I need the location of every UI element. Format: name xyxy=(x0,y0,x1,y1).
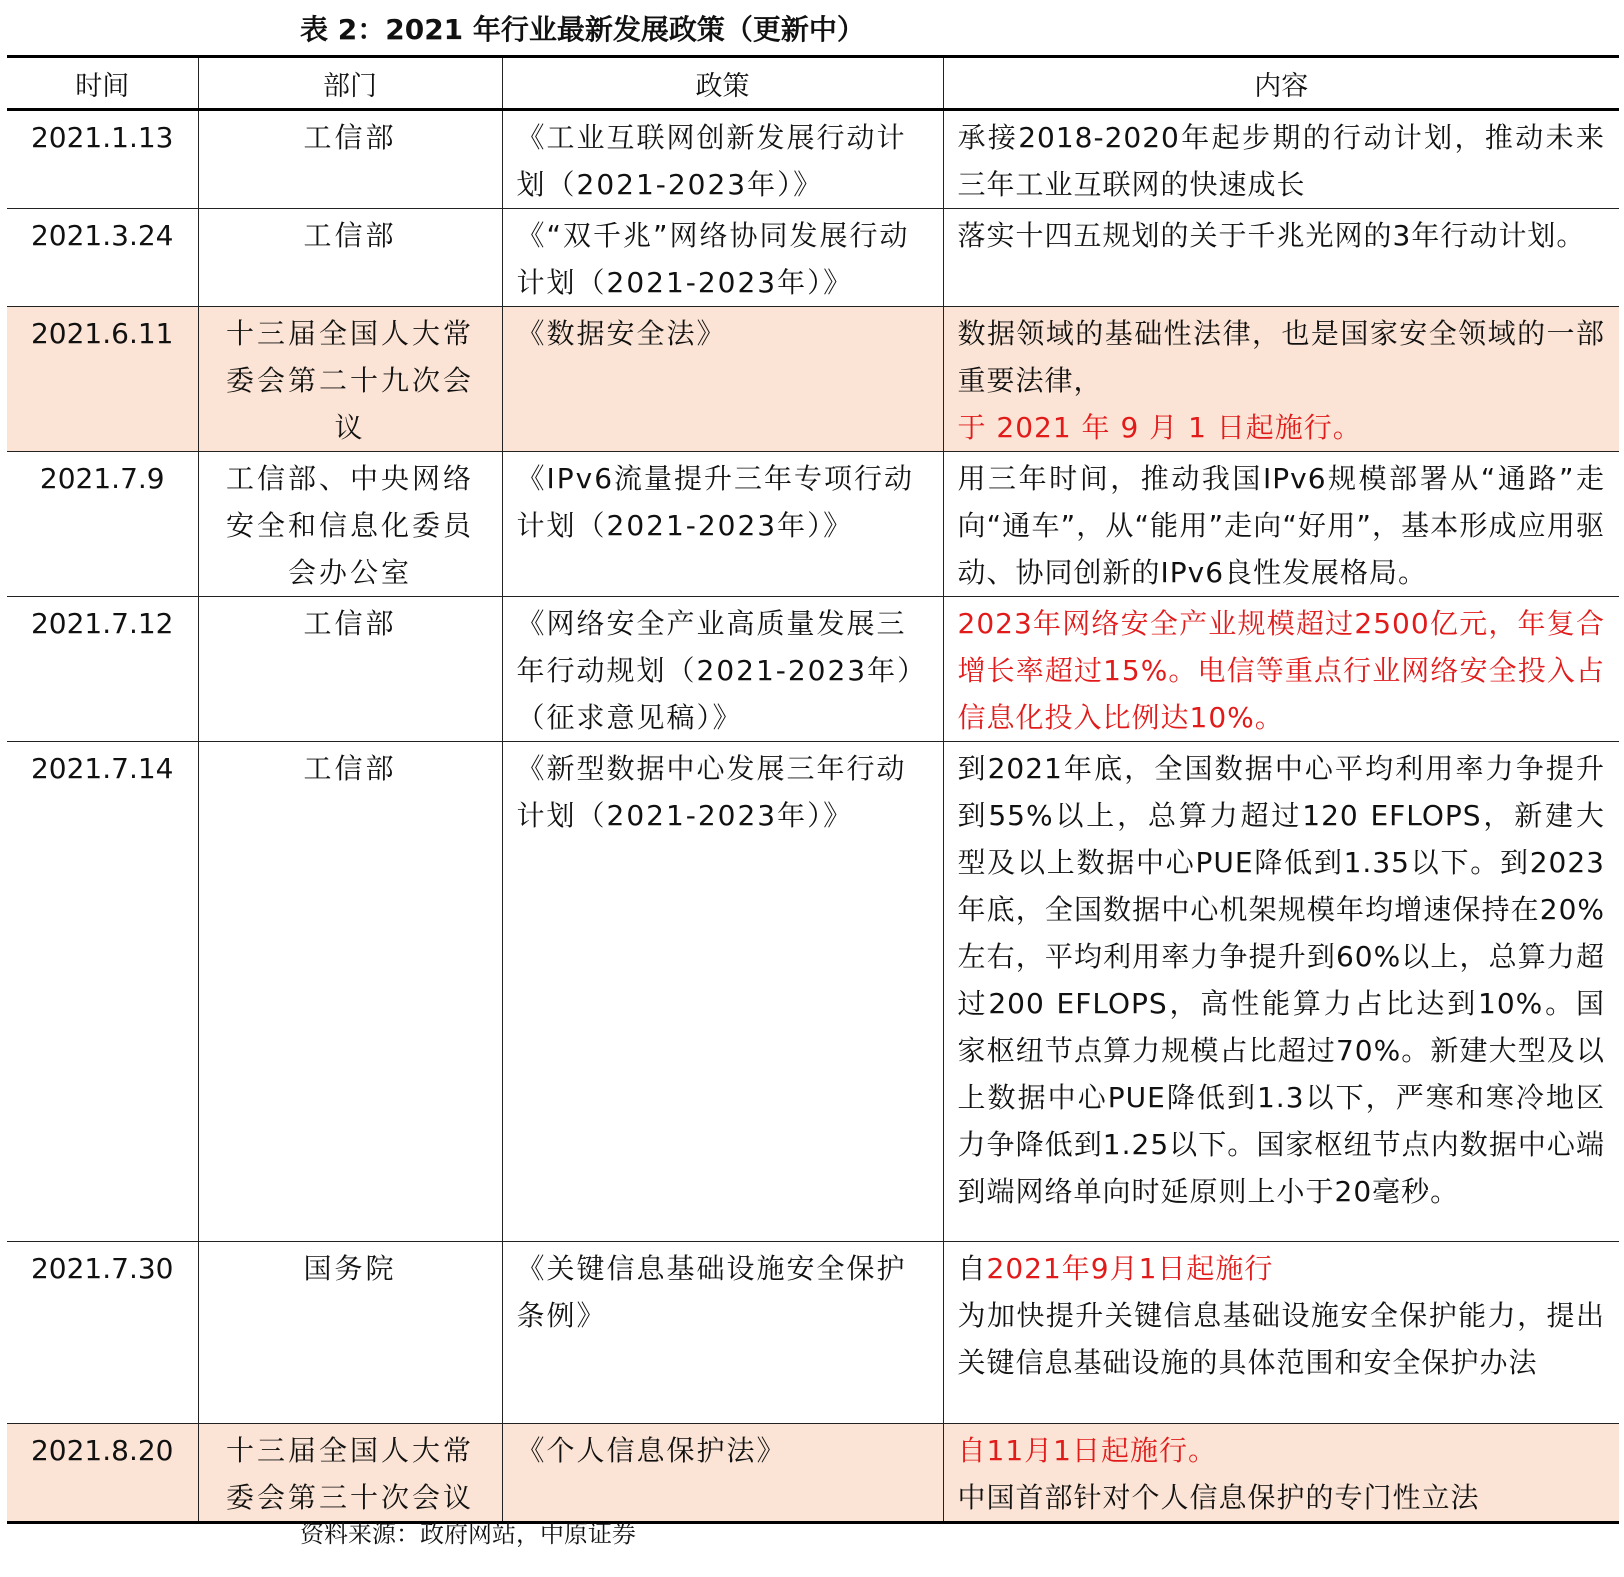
date-cell: 2021.7.12 xyxy=(7,597,198,742)
table-row-highlighted xyxy=(7,1424,1619,1523)
table-row xyxy=(7,597,1619,742)
date-cell: 2021.7.30 xyxy=(7,1242,198,1424)
content-cell xyxy=(943,110,1619,209)
table-row xyxy=(7,742,1619,1242)
content-text: 中国首部针对个人信息保护的专门性立法 xyxy=(957,1481,1480,1514)
dept-cell: 国务院 xyxy=(198,1242,502,1424)
date-cell: 2021.1.13 xyxy=(7,110,198,209)
column-header-policy: 政策 xyxy=(502,57,943,110)
policy-cell: 《个人信息保护法》 xyxy=(502,1424,943,1523)
dept-cell: 工信部 xyxy=(198,110,502,209)
policy-cell: 《IPv6流量提升三年专项行动计划（2021-2023年）》 xyxy=(502,452,943,597)
dept-cell: 十三届全国人大常委会第三十次会议 xyxy=(198,1424,502,1523)
content-text: 承接2018-2020年起步期的行动计划，推动未来三年工业互联网的快速成长 xyxy=(957,121,1605,201)
policy-cell: 《关键信息基础设施安全保护条例》 xyxy=(502,1242,943,1424)
date-cell: 2021.8.20 xyxy=(7,1424,198,1523)
column-header-dept: 部门 xyxy=(198,57,502,110)
policy-table xyxy=(7,55,1619,1524)
policy-cell: 《数据安全法》 xyxy=(502,307,943,452)
table-row xyxy=(7,209,1619,307)
target-text: 2023年网络安全产业规模超过2500亿元，年复合增长率超过15%。电信等重点行业网络安全投入占信息化投入比例达10%。 xyxy=(957,607,1605,734)
content-text: 落实十四五规划的关于千兆光网的3年行动计划。 xyxy=(957,219,1586,252)
content-text: 为加快提升关键信息基础设施安全保护能力，提出关键信息基础设施的具体范围和安全保护办法 xyxy=(957,1299,1605,1379)
policy-cell: 《网络安全产业高质量发展三年行动规划（2021-2023年）（征求意见稿）》 xyxy=(502,597,943,742)
table-row xyxy=(7,110,1619,209)
dept-cell: 工信部 xyxy=(198,209,502,307)
date-cell: 2021.7.14 xyxy=(7,742,198,1242)
content-cell xyxy=(943,452,1619,597)
table-row-highlighted xyxy=(7,307,1619,452)
column-header-content: 内容 xyxy=(943,57,1619,110)
effective-date-text: 2021年9月1日起施行 xyxy=(986,1252,1274,1285)
policy-cell: 《工业互联网创新发展行动计划（2021-2023年）》 xyxy=(502,110,943,209)
content-cell xyxy=(943,1424,1619,1523)
policy-cell: 《“双千兆”网络协同发展行动计划（2021-2023年）》 xyxy=(502,209,943,307)
effective-date-text: 于 2021 年 9 月 1 日起施行。 xyxy=(957,411,1362,444)
date-cell: 2021.6.11 xyxy=(7,307,198,452)
content-cell xyxy=(943,742,1619,1242)
dept-cell: 工信部、中央网络安全和信息化委员会办公室 xyxy=(198,452,502,597)
content-cell xyxy=(943,597,1619,742)
source-note: 资料来源：政府网站，中原证券 xyxy=(300,1520,636,1548)
content-text: 到2021年底，全国数据中心平均利用率力争提升到55%以上，总算力超过120 EFLOPS，新建大型及以上数据中心PUE降低到1.35以下。到2023年底，全国数据中心机架规模年均增速保持在20%左右，平均利用率力争提升到60%以上，总算力超过200 EFLOPS，高性能算力占比达到10%。国家枢纽节点算力规模占比超过70%。新建大型及以上数据中心PUE降低到1.3以下，严寒和寒冷地区力争降低到1.25以下。国家枢纽节点内数据中心端到端网络单向时延原则上小于20毫秒。 xyxy=(957,752,1605,1208)
table-title: 表 2：2021 年行业最新发展政策（更新中） xyxy=(300,13,865,46)
effective-date-text: 自11月1日起施行。 xyxy=(957,1434,1217,1467)
content-prefix: 自 xyxy=(957,1252,987,1285)
date-cell: 2021.3.24 xyxy=(7,209,198,307)
content-cell xyxy=(943,307,1619,452)
content-text: 用三年时间，推动我国IPv6规模部署从“通路”走向“通车”，从“能用”走向“好用”，基本形成应用驱动、协同创新的IPv6良性发展格局。 xyxy=(957,462,1605,589)
policy-cell: 《新型数据中心发展三年行动计划（2021-2023年）》 xyxy=(502,742,943,1242)
dept-cell: 十三届全国人大常委会第二十九次会议 xyxy=(198,307,502,452)
date-cell: 2021.7.9 xyxy=(7,452,198,597)
table-row xyxy=(7,1242,1619,1424)
content-text: 数据领域的基础性法律，也是国家安全领域的一部重要法律， xyxy=(957,317,1605,397)
table-row xyxy=(7,452,1619,597)
dept-cell: 工信部 xyxy=(198,597,502,742)
table-header-row xyxy=(7,57,1619,110)
content-cell xyxy=(943,1242,1619,1424)
dept-cell: 工信部 xyxy=(198,742,502,1242)
column-header-time: 时间 xyxy=(7,57,198,110)
content-cell xyxy=(943,209,1619,307)
